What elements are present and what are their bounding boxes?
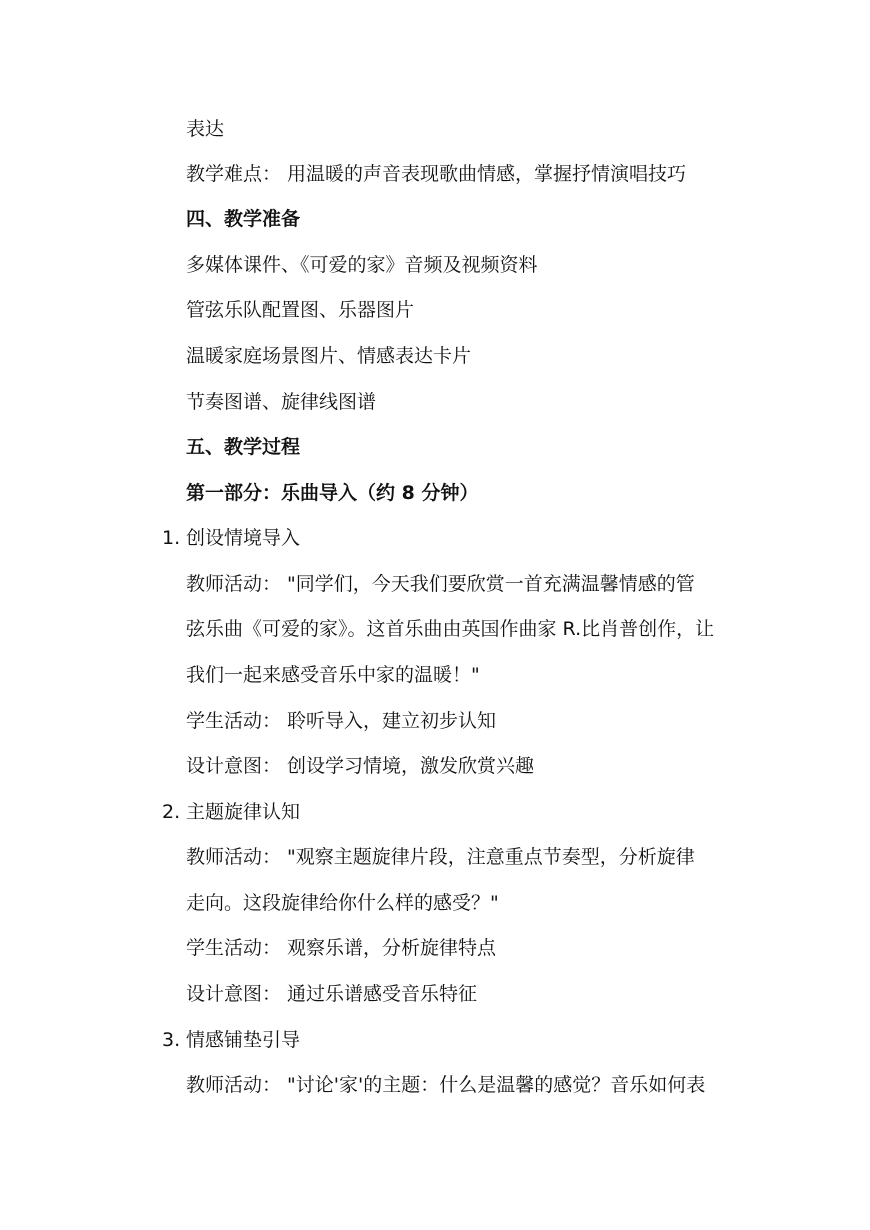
text-line: 弦乐曲《可爱的家》。这首乐曲由英国作曲家 R.比肖普创作，让 [186,618,715,640]
text-line: 节奏图谱、旋律线图谱 [186,391,377,413]
text-line: 教师活动： "同学们，今天我们要欣赏一首充满温馨情感的管 [186,573,695,595]
subsection-heading: 第一部分：乐曲导入（约 8 分钟） [186,482,479,504]
list-item-title: 主题旋律认知 [186,801,301,823]
text-line: 教学难点： 用温暖的声音表现歌曲情感，掌握抒情演唱技巧 [186,163,687,185]
section-heading: 五、教学过程 [186,436,301,458]
list-item-title: 创设情境导入 [186,527,301,549]
text-line: 温暖家庭场景图片、情感表达卡片 [186,345,472,367]
text-line: 设计意图： 通过乐谱感受音乐特征 [186,983,478,1005]
list-item-title: 情感铺垫引导 [186,1029,301,1051]
text-line: 学生活动： 观察乐谱，分析旋律特点 [186,937,497,959]
text-line: 多媒体课件、《可爱的家》音频及视频资料 [186,254,538,276]
text-line: 我们一起来感受音乐中家的温暖！" [186,664,480,686]
list-number: 3. [162,1029,181,1051]
list-number: 2. [162,801,181,823]
section-heading: 四、教学准备 [186,208,301,230]
text-line: 表达 [186,118,225,140]
text-line: 设计意图： 创设学习情境，激发欣赏兴趣 [186,755,535,777]
text-line: 教师活动： "观察主题旋律片段，注意重点节奏型，分析旋律 [186,846,695,868]
text-line: 走向。这段旋律给你什么样的感受？" [186,892,499,914]
text-line: 教师活动： "讨论'家'的主题：什么是温馨的感觉？音乐如何表 [186,1074,706,1096]
text-line: 管弦乐队配置图、乐器图片 [186,299,415,321]
text-line: 学生活动： 聆听导入，建立初步认知 [186,710,497,732]
list-number: 1. [162,527,181,549]
